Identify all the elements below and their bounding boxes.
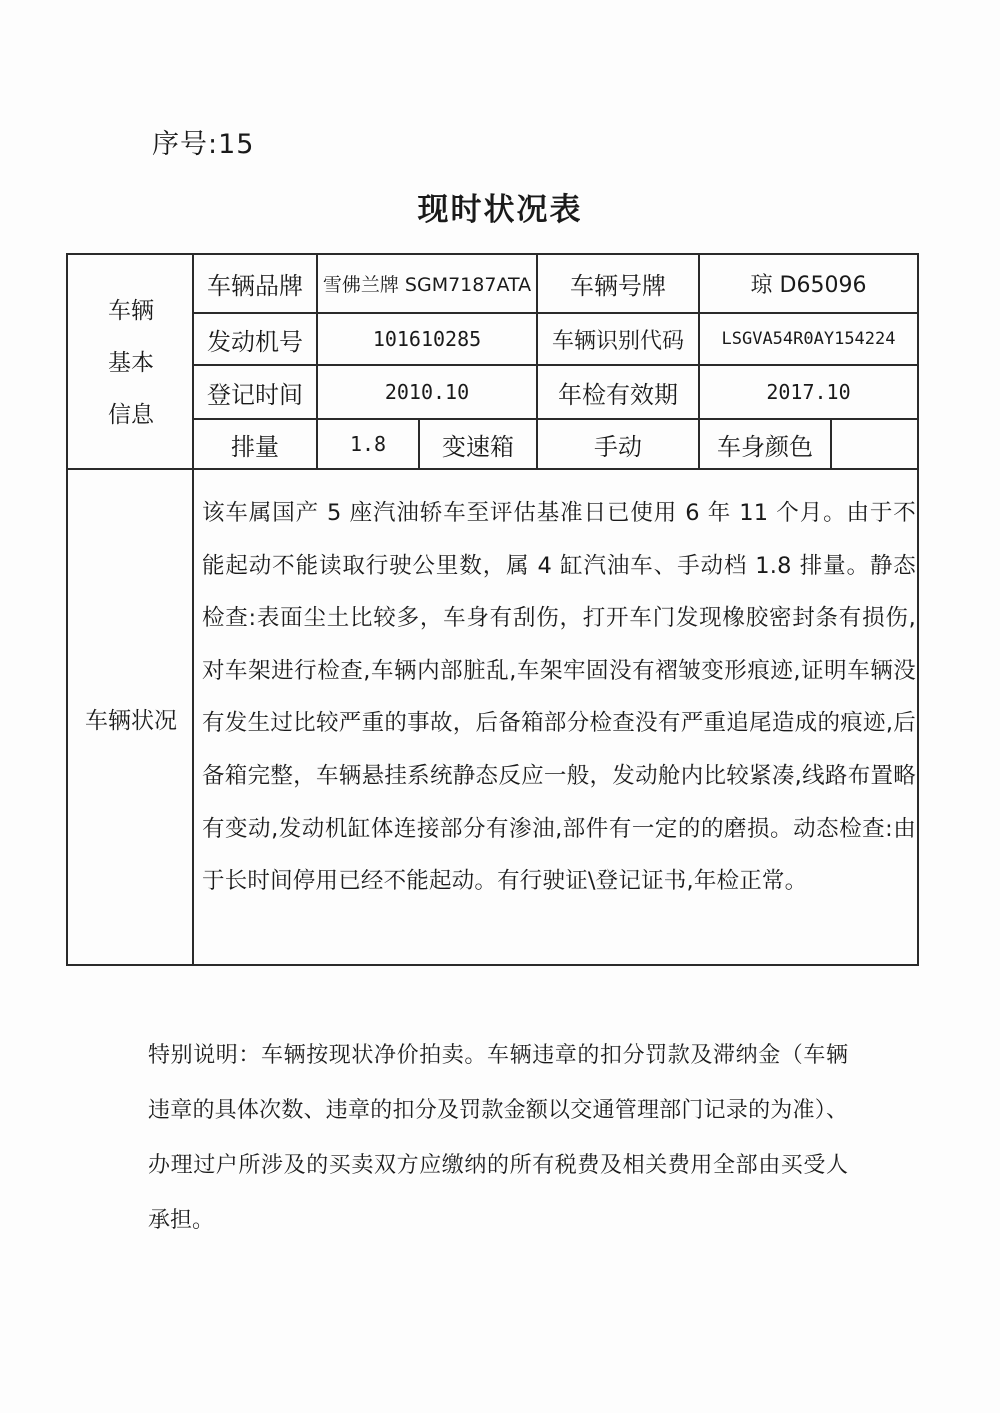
inspection-value: 2017.10 xyxy=(766,380,851,404)
engine-label: 发动机号 xyxy=(207,327,303,356)
vehicle-status-table xyxy=(66,253,919,966)
engine-value: 101610285 xyxy=(372,327,482,351)
section-label-line: 车辆 xyxy=(108,297,154,324)
plate-value: 琼 D65096 xyxy=(750,273,867,298)
status-label: 车辆状况 xyxy=(85,707,177,734)
brand-value: 雪佛兰牌 SGM7187ATA xyxy=(322,274,532,296)
basic-info-section-label xyxy=(68,255,194,470)
section-label-line: 基本 xyxy=(108,349,154,376)
status-description: 该车属国产 5 座汽油轿车至评估基准日已使用 6 年 11 个月。由于不能起动不能读取行驶公里数，属 4 缸汽油车、手动档 1.8 排量。静态检查:表面尘土比较多，车身有刮伤，打开车门发现橡胶密封条有损伤,对车架进行检查,车辆内部脏乱,车架牢固没有褶皱变形痕迹,证明车辆没有发生过比较严重的事故，后备箱部分检查没有严重追尾造成的痕迹,后备箱完整，车辆悬挂系统静态反应一般，发动舱内比较紧凑,线路布置略有变动,发动机缸体连接部分有渗油,部件有一定的的磨损。动态检查:由于长时间停用已经不能起动。有行驶证\登记证书,年检正常。 xyxy=(202,500,916,895)
plate-label: 车辆号牌 xyxy=(570,272,666,300)
section-label-line: 信息 xyxy=(108,401,154,428)
page-title: 现时状况表 xyxy=(417,192,583,228)
displacement-label: 排量 xyxy=(231,432,279,461)
table-divider xyxy=(68,468,917,470)
register-label: 登记时间 xyxy=(207,380,303,409)
vin-label: 车辆识别代码 xyxy=(551,328,684,354)
vin-value: LSGVA54R0AY154224 xyxy=(721,329,896,349)
color-label: 车身颜色 xyxy=(717,432,813,461)
inspection-label: 年检有效期 xyxy=(558,380,678,409)
register-value: 2010.10 xyxy=(384,380,470,404)
gearbox-value: 手动 xyxy=(594,432,642,461)
special-note: 特别说明：车辆按现状净价拍卖。车辆违章的扣分罚款及滞纳金（车辆违章的具体次数、违章的扣分及罚款金额以交通管理部门记录的为准）、办理过户所涉及的买卖双方应缴纳的所有税费及相关费用全部由买受人承担。 xyxy=(148,1043,848,1233)
displacement-value: 1.8 xyxy=(349,432,387,456)
serial-number: 序号:15 xyxy=(152,129,255,160)
color-value xyxy=(832,420,917,468)
gearbox-label: 变速箱 xyxy=(442,432,514,461)
brand-label: 车辆品牌 xyxy=(207,272,303,300)
